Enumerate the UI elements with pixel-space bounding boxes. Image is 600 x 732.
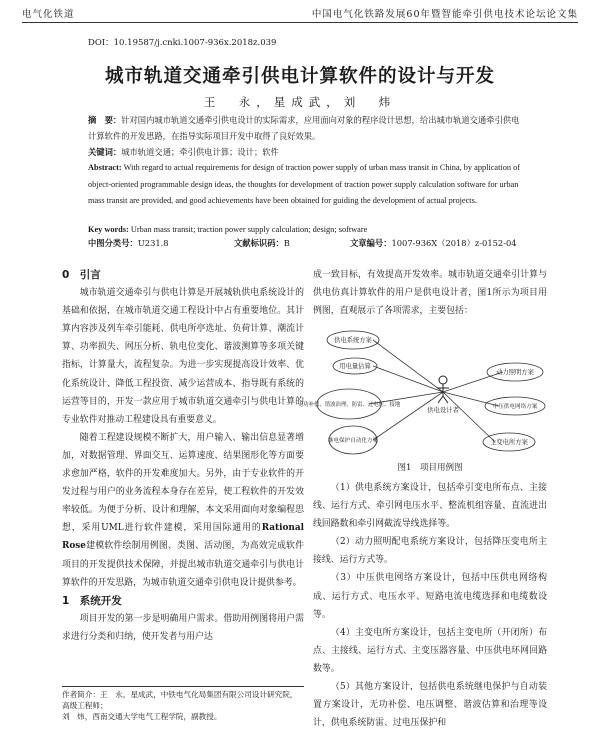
requirements-intro: 成一致目标，有效提高开发效率。城市轨道交通牵引计算与供电仿真计算软件的用户是供电设计者，图1所示为项目用例图，直观展示了各项需求，主要包括： [313, 270, 547, 317]
use-case-mv-network: 中压供电网络方案 [492, 404, 538, 410]
document-code: 文献标识码：B [234, 238, 290, 248]
keywords-en-label: Key words: [88, 225, 129, 234]
clc-number: 中图分类号：U231.8 [88, 238, 169, 248]
author-footnote [62, 686, 304, 722]
paper-title: 城市轨道交通牵引供电计算软件的设计与开发 [104, 66, 495, 87]
actor-label: 供电设计者 [427, 407, 459, 414]
use-case-protection: 继电保护自动化方案 [327, 438, 379, 444]
use-case-diagram [297, 322, 547, 457]
right-column-top [313, 266, 547, 320]
requirement-item-4: （4）主变电所方案设计，包括主变电所（开闭所）布点、主接线、运行方式、主变压器容量、中压供电环网回路数等。 [313, 627, 547, 674]
proceedings-title: 中国电气化铁路发展60年暨智能牵引供电技术论坛论文集 [311, 9, 578, 20]
figure-caption: 图1 项目用例图 [397, 463, 463, 473]
abstract-en-label: Abstract: [88, 163, 122, 172]
abstract-cn [88, 112, 520, 144]
section-0-heading: 0 引言 [62, 269, 101, 281]
actor-figure [437, 376, 449, 403]
use-case-load-estimation: 用电量估算 [339, 363, 371, 370]
abstract-en [88, 160, 520, 210]
use-case-lighting-scheme: 动力照明方案 [496, 369, 534, 376]
author-list: 王 永，星成武，刘 炜 [203, 95, 397, 109]
abstract-cn-text: 针对国内城市轨道交通牵引供电设计的实际需求，应用面向对象的程序设计思想，给出城市轨道交通牵引供电计算软件的开发思路，在指导实际项目开发中取得了良好效果。 [88, 115, 520, 142]
use-case-main-substation: 主变电所方案 [490, 439, 528, 446]
use-case-power-scheme: 供电系统方案 [334, 337, 372, 344]
doi-line: DOI：10.19587/j.cnki.1007-936x.2018z.039 [88, 38, 277, 48]
use-case-compensation: 无功补偿、谐波治理、防雷、过电压、接地 [297, 402, 401, 408]
classification-line [88, 237, 520, 251]
requirement-item-5: （5）其他方案设计，包括供电系统继电保护与自动装置方案设计，无功补偿、电压调整、谐波估算和治理等设计，供电系统防雷、过电压保护和 [313, 682, 547, 729]
requirement-item-3: （3）中压供电网络方案设计，包括中压供电网络构成、运行方式、电压水平、短路电流电缆选择和电缆数设等。 [313, 573, 547, 620]
requirement-item-1: （1）供电系统方案设计，包括牵引变电所布点、主接线、运行方式、牵引网电压水平、整流机组容量、直流进出线回路数和牵引网截流导线选择等。 [313, 483, 547, 530]
article-number: 文章编号：1007-936X（2018）z-0152-04 [350, 238, 517, 248]
left-column [62, 266, 304, 646]
footnote-line-1: 作者简介：王 永，星成武，中铁电气化局集团有限公司设计研究院，高级工程师； [62, 690, 298, 710]
rational-rose-term: Rational Rose [62, 523, 304, 552]
keywords-cn-text: 城市轨道交通；牵引供电计算；设计；软件 [121, 147, 279, 157]
running-header [22, 6, 578, 23]
abstract-cn-label: 摘 要： [88, 115, 122, 125]
abstract-en-text: With regard to actual requirements for design of traction power supply of urban mass transit in China, by application of object-oriented programmable design ideas, the thoughts for development of traction power supply calculation software for urban mass transit are provided, and good achievements have been obtained for guiding the development of actual projects. [88, 163, 521, 206]
journal-name: 电气化铁道 [22, 9, 75, 20]
intro-paragraph-2: 随着工程建设规模不断扩大，用户输入、输出信息显著增加，对数据管理、界面交互、运算速度、结果图形化等方面要求愈加严格，软件的开发难度加大。另外，由于专业软件的开发过程与用户的业务流程本身存在差异，使工程软件的开发效率较低。为便于分析、设计和理解，本文采用面向对象编程思想，采用UML进行软件建模，采用国际通用的Rational Rose建模软件绘制用例图、类图、活动图，为高效完成软件项目的开发提供技术保障，并提出城市轨道交通牵引与供电计算软件的开发思路，为城市轨道交通牵引供电设计提供参考。 [62, 432, 304, 588]
keywords-cn-label: 关键词： [88, 147, 122, 157]
footnote-line-2: 刘 炜，西南交通大学电气工程学院，副教授。 [62, 712, 222, 721]
right-column-items [313, 479, 547, 732]
keywords-en-text: Urban mass transit; traction power supply calculation; design; software [130, 225, 368, 234]
requirement-item-2: （2）动力照明配电系统方案设计，包括降压变电所主接线、运行方式等。 [313, 537, 547, 566]
keywords-cn [88, 144, 520, 160]
intro-paragraph-1: 城市轨道交通牵引与供电计算是开展城轨供电系统设计的基础和依据，在城市轨道交通工程设计中占有重要地位。其计算内容涉及列车牵引能耗、供电所亭选址、负荷计算、潮流计算、功率损失、网压分析、轨电位变化、谐波测算等多项关键指标，计算量大，流程复杂。为进一步实现提高设计效率、优化系统设计、降低工程投资、减少运营成本、指导既有系统的运营等目的，开发一款应用于城市轨道交通牵引与供电计算的专业软件对推动工程建设具有重要意义。 [62, 288, 304, 425]
section-1-heading: 1 系统开发 [62, 594, 122, 607]
section-1-paragraph: 项目开发的第一步是明确用户需求。借助用例图将用户需求进行分类和归纳，使开发者与用户达 [62, 613, 304, 642]
